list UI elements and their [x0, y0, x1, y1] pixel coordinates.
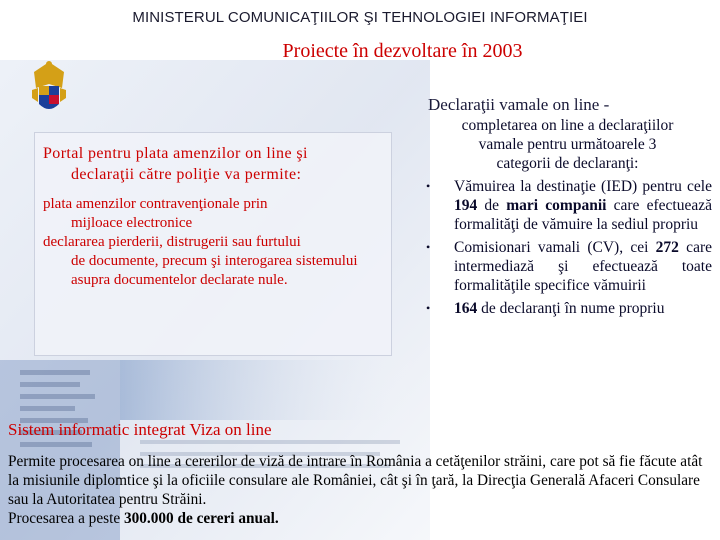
bullet-text: de	[477, 197, 507, 214]
viza-paragraph-text: Permite procesarea on line a cererilor de viză de intrare în România a cetăţenilor străini, care pot să fie făcute atât la misiunile diplomtice şi la oficiile consulare ale României, cât şi în ţară, la Direcţia Generală Afaceri Consulare sau la Autoritatea pentru Străini.	[8, 453, 703, 508]
bullet-text: Comisionari vamali (CV), cei	[454, 239, 656, 256]
vamale-heading: Declaraţii vamale on line -	[428, 95, 610, 114]
vamale-list	[420, 177, 712, 318]
portal-item-rest: mijloace electronice	[71, 215, 193, 231]
portal-item-rest: de documente, precum şi interogarea sistemului asupra documentelor declarate nule.	[71, 253, 358, 288]
portal-heading-line2: declaraţii către poliţie va permite:	[71, 166, 302, 183]
portal-item-first: plata amenzilor contravenţionale prin	[43, 196, 268, 212]
viza-last-line: Procesarea a peste	[8, 510, 124, 527]
bullet-number: 272	[655, 239, 679, 256]
portal-heading-line1: Portal pentru plata amenzilor on line şi	[43, 145, 308, 162]
list-item	[420, 299, 712, 318]
bullet-icon: •	[426, 179, 431, 193]
viza-last-bold: 300.000 de cereri anual.	[123, 510, 279, 527]
bullet-icon: •	[426, 240, 431, 254]
bullet-text: de declaranţi în nume propriu	[477, 300, 665, 317]
portal-item-first: declararea pierderii, distrugerii sau furtului	[43, 234, 301, 250]
viza-heading: Sistem informatic integrat Viza on line	[8, 420, 272, 439]
bullet-text: care efectuează formalităţi de vămuire la sediul propriu	[454, 197, 712, 233]
bullet-number: 194	[454, 197, 478, 214]
coat-of-arms-icon	[30, 58, 68, 118]
page-title: Proiecte în dezvoltare în 2003	[282, 40, 523, 62]
vamale-section	[420, 95, 712, 318]
portal-item	[43, 233, 383, 290]
portal-item	[43, 195, 383, 233]
viza-paragraph	[8, 452, 712, 528]
list-item	[420, 238, 712, 295]
bullet-text: Vămuirea la destinaţie (IED) pentru cele	[454, 178, 712, 195]
vamale-lead: completarea on line a declaraţiilor vamale pentru următoarele 3 categorii de declaranţi:	[461, 117, 674, 172]
bullet-icon: •	[426, 301, 431, 315]
bullet-number: 164	[454, 300, 478, 317]
list-item	[420, 177, 712, 234]
ministry-name: MINISTERUL COMUNICAŢIILOR ŞI TEHNOLOGIEI INFORMAŢIEI	[132, 9, 588, 26]
bullet-text: care intermediază şi efectuează toate formalităţile specifice vămuirii	[454, 239, 712, 294]
portal-panel	[34, 132, 392, 356]
portal-heading	[43, 143, 383, 185]
bullet-bold: mari companii	[506, 197, 607, 214]
